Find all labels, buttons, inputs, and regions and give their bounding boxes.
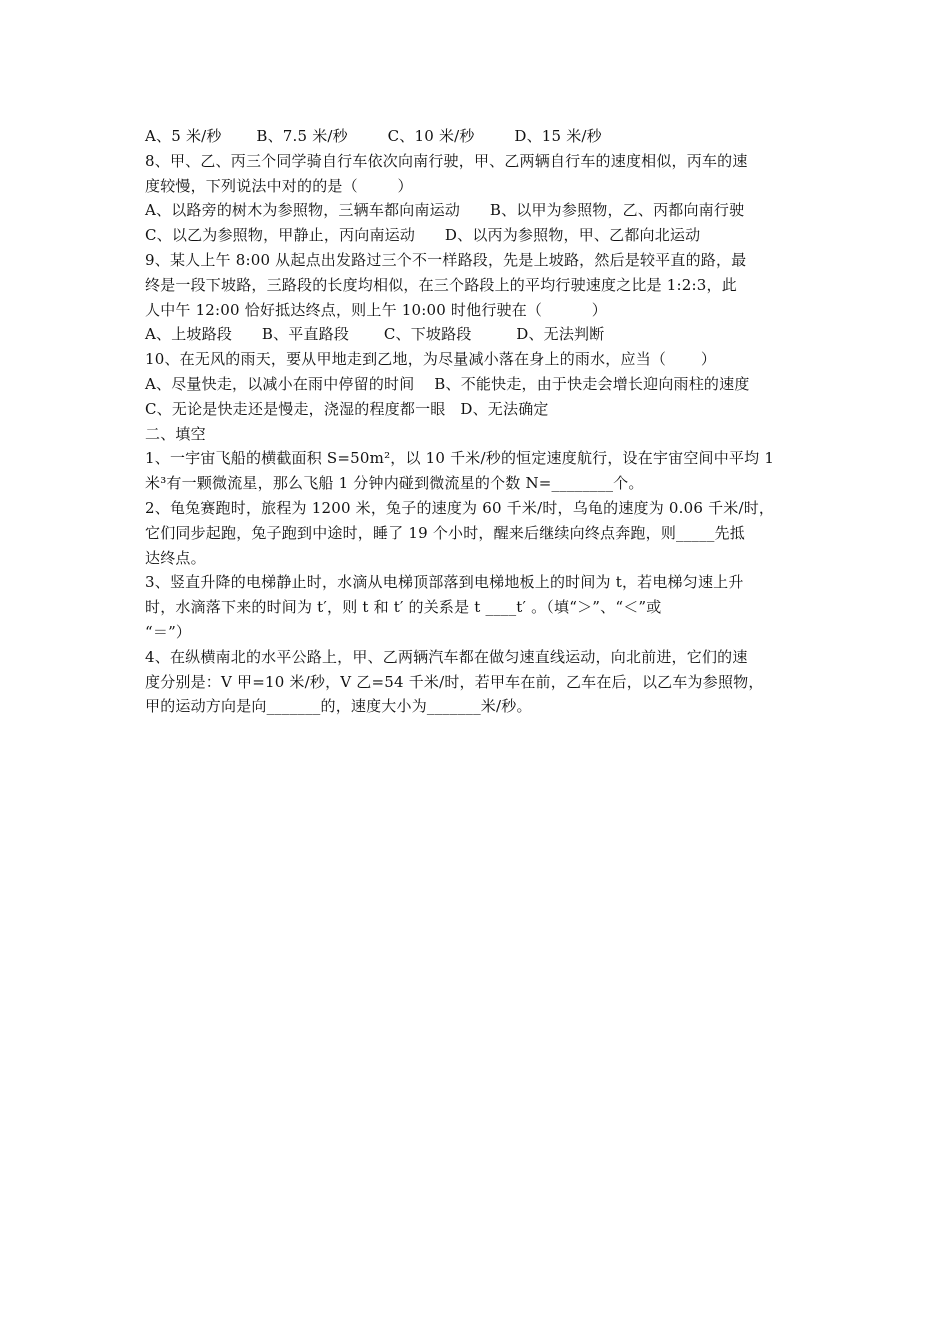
text-line: A、尽量快走，以减小在雨中停留的时间 B、不能快走，由于快走会增长迎向雨柱的速度: [145, 374, 750, 393]
text-line: A、以路旁的树木为参照物，三辆车都向南运动 B、以甲为参照物，乙、丙都向南行驶: [145, 201, 745, 220]
text-line: 时，水滴落下来的时间为 t′，则 t 和 t′ 的关系是 t ____t′ 。（填“＞”、“＜”或: [145, 598, 662, 617]
text-line: 9、某人上午 8:00 从起点出发路过三个不一样路段，先是上坡路，然后是较平直的路，最: [145, 250, 747, 269]
text-line: 8、甲、乙、丙三个同学骑自行车依次向南行驶，甲、乙两辆自行车的速度相似，丙车的速: [145, 151, 748, 170]
text-line: 度较慢，下列说法中对的的是（ ）: [145, 176, 413, 195]
text-line: 2、龟兔赛跑时，旅程为 1200 米，兔子的速度为 60 千米/时，乌龟的速度为 0.06 千米/时，: [145, 498, 775, 517]
text-line: 它们同步起跑，兔子跑到中途时，睡了 19 个小时，醒来后继续向终点奔跑，则_____先抵: [145, 523, 745, 542]
text-line: C、以乙为参照物，甲静止，丙向南运动 D、以丙为参照物，甲、乙都向北运动: [145, 226, 701, 245]
text-line: A、5 米/秒 B、7.5 米/秒 C、10 米/秒 D、15 米/秒: [145, 127, 602, 145]
text-line: 达终点。: [145, 548, 206, 567]
section-heading: 二、填空: [145, 424, 206, 443]
document-page: [145, 124, 815, 719]
text-line: C、无论是快走还是慢走，浇湿的程度都一眼 D、无法确定: [145, 399, 549, 418]
text-line: 终是一段下坡路，三路段的长度均相似，在三个路段上的平均行驶速度之比是 1:2:3，此: [145, 275, 737, 294]
text-line: 3、竖直升降的电梯静止时，水滴从电梯顶部落到电梯地板上的时间为 t，若电梯匀速上升: [145, 573, 744, 592]
text-line: 4、在纵横南北的水平公路上，甲、乙两辆汽车都在做匀速直线运动，向北前进，它们的速: [145, 647, 748, 666]
text-line: A、上坡路段 B、平直路段 C、下坡路段 D、无法判断: [145, 325, 605, 344]
text-line: 1、一宇宙飞船的横截面积 S=50m²，以 10 千米/秒的恒定速度航行，设在宇宙空间中平均 1: [145, 449, 775, 468]
text-line: 米³有一颗微流星，那么飞船 1 分钟内碰到微流星的个数 N=________个。: [145, 474, 644, 493]
text-line: “＝”）: [145, 622, 192, 641]
text-line: 甲的运动方向是向_______的，速度大小为_______米/秒。: [145, 697, 532, 716]
text-line: 10、在无风的雨天，要从甲地走到乙地，为尽量减小落在身上的雨水，应当（ ）: [145, 350, 717, 369]
text-line: 人中午 12:00 恰好抵达终点，则上午 10:00 时他行驶在（ ）: [145, 300, 608, 319]
text-line: 度分别是：V 甲=10 米/秒，V 乙=54 千米/时，若甲车在前，乙车在后，以乙车为参照物，: [145, 672, 764, 691]
